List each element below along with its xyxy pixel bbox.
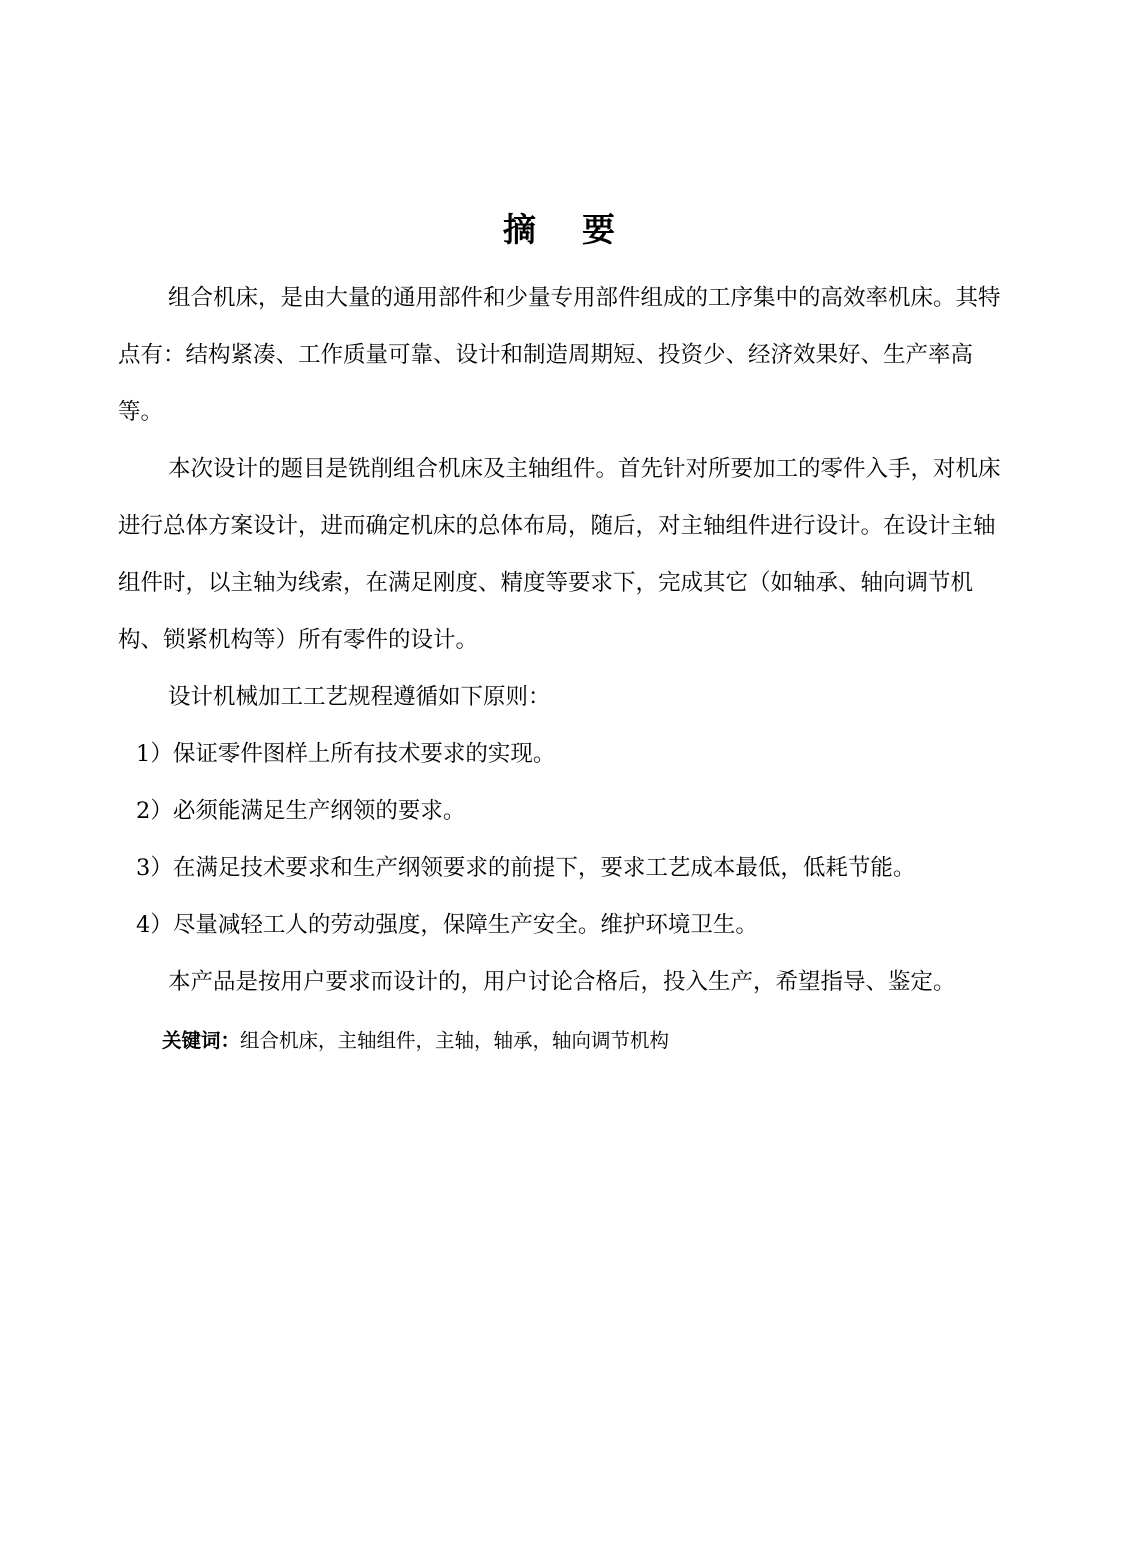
principle-item-2: 2）必须能满足生产纲领的要求。 (136, 798, 466, 824)
keywords-line (118, 1011, 1008, 1071)
paragraph-product: 本产品是按用户要求而设计的，用户讨论合格后，投入生产，希望指导、鉴定。 (168, 969, 956, 995)
paragraph-design-topic: 本次设计的题目是铣削组合机床及主轴组件。首先针对所要加工的零件入手，对机床进行总体方案设计，进而确定机床的总体布局，随后，对主轴组件进行设计。在设计主轴组件时，以主轴为线索，在满足刚度、精度等要求下，完成其它（如轴承、轴向调节机构、锁紧机构等）所有零件的设计。 (118, 456, 1001, 653)
principle-item-3: 3）在满足技术要求和生产纲领要求的前提下，要求工艺成本最低，低耗节能。 (136, 855, 916, 881)
page-title (0, 206, 1120, 254)
title-char-2: 要 (582, 210, 617, 249)
paragraph-intro: 组合机床，是由大量的通用部件和少量专用部件组成的工序集中的高效率机床。其特点有：结构紧凑、工作质量可靠、设计和制造周期短、投资少、经济效果好、生产率高等。 (118, 285, 1001, 425)
principle-item-1: 1）保证零件图样上所有技术要求的实现。 (136, 741, 556, 767)
title-char-1: 摘 (503, 210, 538, 249)
keywords-value: 组合机床，主轴组件，主轴，轴承，轴向调节机构 (240, 1029, 670, 1052)
paragraph-principles-lead: 设计机械加工工艺规程遵循如下原则： (168, 684, 551, 710)
abstract-body (118, 270, 1008, 1071)
principle-item-4: 4）尽量减轻工人的劳动强度，保障生产安全。维护环境卫生。 (136, 912, 758, 938)
keywords-label: 关键词： (162, 1029, 241, 1052)
